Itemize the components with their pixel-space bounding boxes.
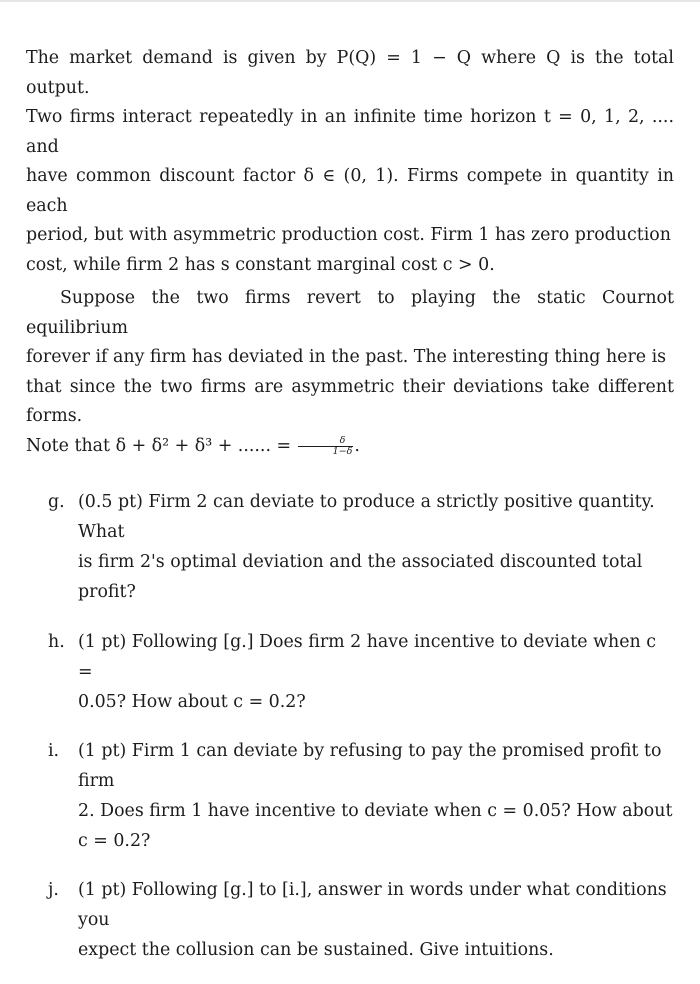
cournot-line-3: that since the two firms are asymmetric their deviations take different forms.	[26, 376, 674, 426]
fraction-numerator: δ	[298, 436, 354, 447]
question-line: 0.05? How about c = 0.2?	[78, 692, 306, 712]
question-line: (0.5 pt) Firm 2 can deviate to produce a strictly positive quantity. What	[78, 492, 655, 542]
question-line: 2. Does firm 1 have incentive to deviate when c = 0.05? How about	[78, 801, 673, 821]
question-marker: h.	[48, 632, 65, 652]
question-marker: i.	[48, 741, 60, 761]
paragraph-cournot	[26, 284, 674, 461]
question-line: (1 pt) Firm 1 can deviate by refusing to pay the promised profit to firm	[78, 741, 662, 791]
setup-line-4: period, but with asymmetric production cost. Firm 1 has zero production	[26, 225, 671, 245]
question-marker: j.	[48, 880, 59, 900]
setup-line-1: The market demand is given by P(Q) = 1 − Q where Q is the total output.	[26, 48, 674, 98]
note-prefix: Note that δ + δ² + δ³ + ...... =	[26, 435, 297, 456]
note-suffix: .	[354, 435, 360, 456]
setup-line-5: cost, while firm 2 has s constant marginal cost c > 0.	[26, 254, 495, 275]
cournot-line-2: forever if any firm has deviated in the past. The interesting thing here is	[26, 347, 667, 367]
question-list	[26, 487, 674, 965]
question-i	[26, 736, 674, 856]
setup-line-3: have common discount factor δ ∈ (0, 1). Firms compete in quantity in each	[26, 166, 674, 216]
cournot-line-1: Suppose the two firms revert to playing the static Cournot equilibrium	[26, 288, 674, 338]
question-j	[26, 875, 674, 965]
question-g	[26, 487, 674, 607]
setup-line-2: Two firms interact repeatedly in an infinite time horizon t = 0, 1, 2, .... and	[26, 107, 674, 157]
question-line: expect the collusion can be sustained. Give intuitions.	[78, 940, 554, 960]
fraction-denominator: 1−δ	[332, 445, 353, 457]
problem-text	[26, 44, 674, 984]
question-line: (1 pt) Following [g.] Does firm 2 have incentive to deviate when c =	[78, 632, 656, 682]
question-h	[26, 627, 674, 717]
discount-fraction	[298, 436, 354, 457]
top-divider	[0, 0, 700, 2]
question-line: is firm 2's optimal deviation and the associated discounted total profit?	[78, 552, 643, 602]
paragraph-setup	[26, 44, 674, 280]
question-line: c = 0.2?	[78, 831, 151, 851]
geometric-sum-note	[26, 436, 360, 456]
question-marker: g.	[48, 492, 65, 512]
question-line: (1 pt) Following [g.] to [i.], answer in words under what conditions you	[78, 880, 667, 930]
